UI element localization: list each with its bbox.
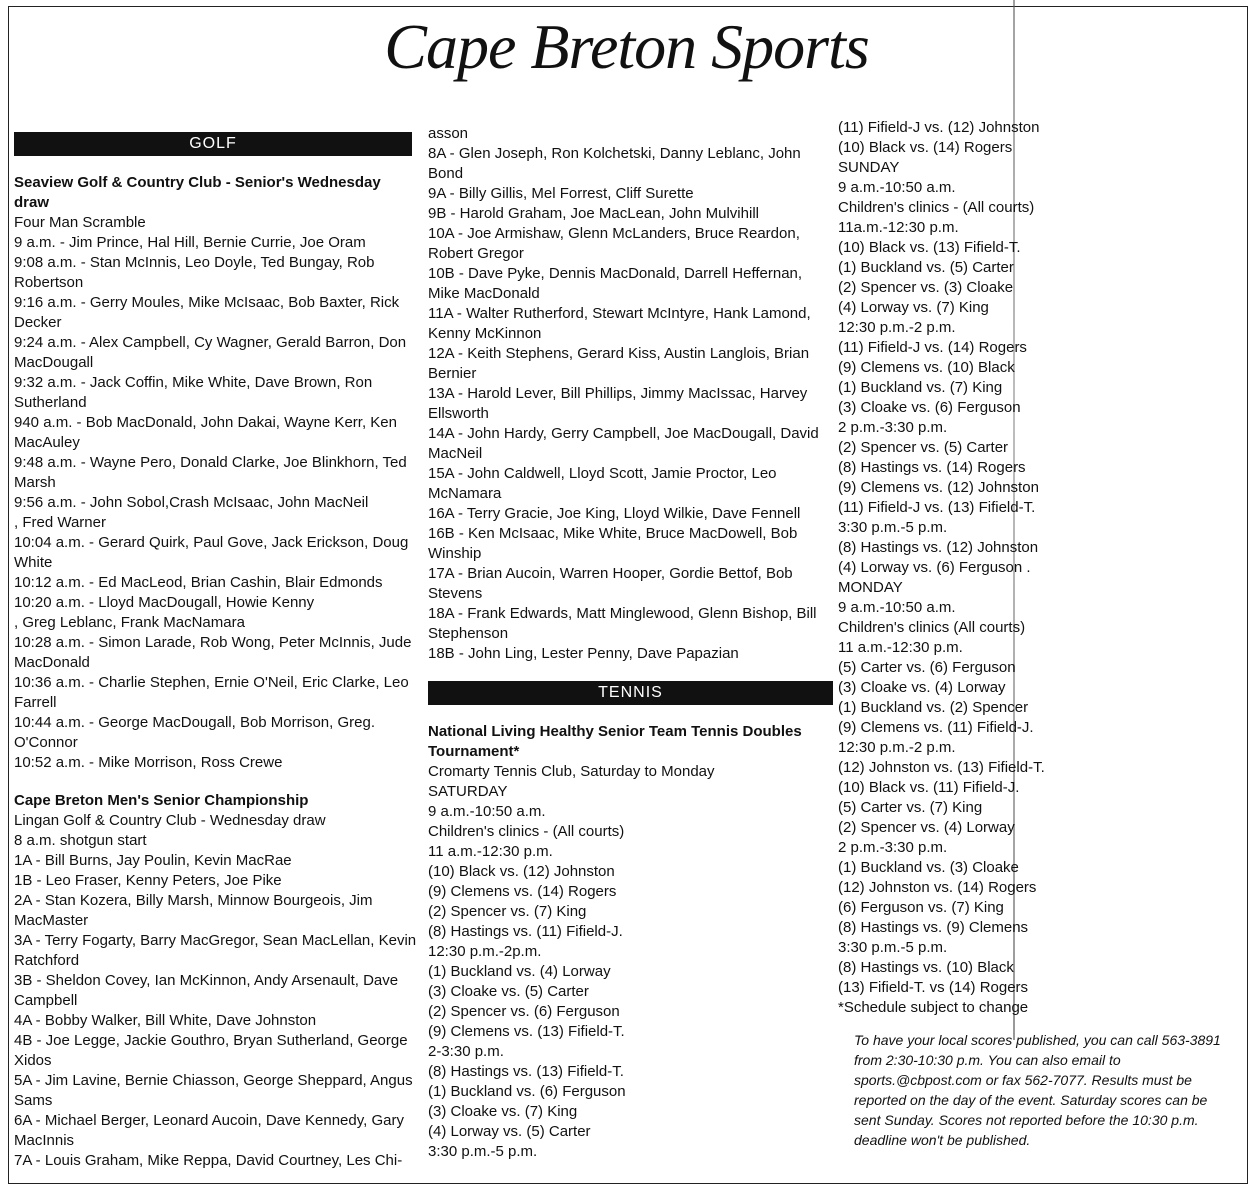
text-line: (3) Cloake vs. (4) Lorway	[838, 679, 1006, 696]
text-line: (9) Clemens vs. (11) Fifield-J.	[838, 719, 1034, 736]
text-line: (1) Buckland vs. (3) Cloake	[838, 859, 1019, 876]
text-line: 9:16 a.m. - Gerry Moules, Mike McIsaac, Bob Baxter, Rick	[14, 294, 400, 311]
text-line: (2) Spencer vs. (6) Ferguson	[428, 1003, 620, 1020]
text-line: 10:04 a.m. - Gerard Quirk, Paul Gove, Jack Erickson, Doug	[14, 534, 409, 551]
text-line: *Schedule subject to change	[838, 999, 1029, 1016]
text-line: 5A - Jim Lavine, Bernie Chiasson, George Sheppard, Angus	[14, 1072, 413, 1089]
text-line: 14A - John Hardy, Gerry Campbell, Joe MacDougall, David	[428, 425, 819, 442]
text-line: 8A - Glen Joseph, Ron Kolchetski, Danny Leblanc, John	[428, 145, 801, 162]
page-title: Cape Breton Sports	[384, 11, 869, 82]
text-line: (4) Lorway vs. (7) King	[838, 299, 989, 316]
note-line: sports.@cbpost.com or fax 562-7077. Results must be	[854, 1072, 1192, 1088]
text-line: Children's clinics (All courts)	[838, 619, 1026, 636]
text-line: 9 a.m. - Jim Prince, Hal Hill, Bernie Currie, Joe Oram	[14, 234, 366, 251]
text-line: 18B - John Ling, Lester Penny, Dave Papazian	[428, 645, 739, 662]
text-line: MacDougall	[14, 354, 94, 371]
text-line: 3B - Sheldon Covey, Ian McKinnon, Andy Arsenault, Dave	[14, 972, 399, 989]
text-line: 9 a.m.-10:50 a.m.	[838, 179, 956, 196]
text-line: (10) Black vs. (13) Fifield-T.	[838, 239, 1021, 256]
text-line: National Living Healthy Senior Team Tennis Doubles	[428, 723, 802, 740]
text-line: 9:56 a.m. - John Sobol,Crash McIsaac, John MacNeil	[14, 494, 369, 511]
text-line: 12:30 p.m.-2 p.m.	[838, 319, 956, 336]
text-line: (4) Lorway vs. (6) Ferguson .	[838, 559, 1031, 576]
text-line: 10:36 a.m. - Charlie Stephen, Ernie O'Neil, Eric Clarke, Leo	[14, 674, 409, 691]
text-line: (12) Johnston vs. (14) Rogers	[838, 879, 1037, 896]
text-line: (11) Fifield-J vs. (13) Fifield-T.	[838, 499, 1036, 516]
text-line: (1) Buckland vs. (6) Ferguson	[428, 1083, 626, 1100]
text-line: (12) Johnston vs. (13) Fifield-T.	[838, 759, 1045, 776]
text-line: MacNeil	[428, 445, 483, 462]
text-line: 12A - Keith Stephens, Gerard Kiss, Austin Langlois, Brian	[428, 345, 810, 362]
text-line: Stephenson	[428, 625, 509, 642]
text-line: 9 a.m.-10:50 a.m.	[838, 599, 956, 616]
text-line: Bernier	[428, 365, 477, 382]
text-line: Cromarty Tennis Club, Saturday to Monday	[428, 763, 715, 780]
text-line: 1B - Leo Fraser, Kenny Peters, Joe Pike	[14, 872, 282, 889]
text-line: (10) Black vs. (14) Rogers	[838, 139, 1013, 156]
text-line: 9A - Billy Gillis, Mel Forrest, Cliff Surette	[428, 185, 694, 202]
text-line: (9) Clemens vs. (13) Fifield-T.	[428, 1023, 625, 1040]
text-line: 7A - Louis Graham, Mike Reppa, David Courtney, Les Chi-	[14, 1152, 403, 1169]
text-line: 11 a.m.-12:30 p.m.	[838, 639, 963, 656]
text-line: 18A - Frank Edwards, Matt Minglewood, Glenn Bishop, Bill	[428, 605, 817, 622]
text-line: 12:30 p.m.-2 p.m.	[838, 739, 956, 756]
text-line: Winship	[428, 545, 482, 562]
text-line: 13A - Harold Lever, Bill Phillips, Jimmy MacIssac, Harvey	[428, 385, 808, 402]
text-line: Robert Gregor	[428, 245, 524, 262]
text-line: White	[14, 554, 53, 571]
text-line: (8) Hastings vs. (9) Clemens	[838, 919, 1029, 936]
text-line: (9) Clemens vs. (12) Johnston	[838, 479, 1039, 496]
text-line: 10A - Joe Armishaw, Glenn McLanders, Bruce Reardon,	[428, 225, 800, 242]
text-line: Cape Breton Men's Senior Championship	[14, 792, 309, 809]
text-line: 2A - Stan Kozera, Billy Marsh, Minnow Bourgeois, Jim	[14, 892, 373, 909]
text-line: 12:30 p.m.-2p.m.	[428, 943, 542, 960]
text-line: MacMaster	[14, 912, 89, 929]
text-line: 3A - Terry Fogarty, Barry MacGregor, Sean MacLellan, Kevin	[14, 932, 417, 949]
text-line: 9:24 a.m. - Alex Campbell, Cy Wagner, Gerald Barron, Don	[14, 334, 407, 351]
golf-column-1	[14, 132, 417, 1171]
text-line: MacDonald	[14, 654, 90, 671]
text-line: 11A - Walter Rutherford, Stewart McIntyre, Hank Lamond,	[428, 305, 811, 322]
text-line: 9 a.m.-10:50 a.m.	[428, 803, 546, 820]
text-line: Children's clinics - (All courts)	[428, 823, 625, 840]
text-line: (3) Cloake vs. (7) King	[428, 1103, 578, 1120]
text-line: 10:44 a.m. - George MacDougall, Bob Morrison, Greg.	[14, 714, 375, 731]
text-line: O'Connor	[14, 734, 78, 751]
text-line: Bond	[428, 165, 464, 182]
text-line: 10B - Dave Pyke, Dennis MacDonald, Darrell Heffernan,	[428, 265, 803, 282]
note-line: sent Sunday. Scores not reported before the 10:30 p.m.	[854, 1112, 1199, 1128]
text-line: Kenny McKinnon	[428, 325, 542, 342]
text-line: 2 p.m.-3:30 p.m.	[838, 419, 948, 436]
text-line: (2) Spencer vs. (4) Lorway	[838, 819, 1015, 836]
golf-draw-list	[14, 173, 417, 1171]
text-line: 9:32 a.m. - Jack Coffin, Mike White, Dave Brown, Ron	[14, 374, 373, 391]
text-line: (2) Spencer vs. (3) Cloake	[838, 279, 1014, 296]
text-line: (9) Clemens vs. (14) Rogers	[428, 883, 617, 900]
text-line: (1) Buckland vs. (2) Spencer	[838, 699, 1029, 716]
text-line: Sams	[14, 1092, 53, 1109]
text-line: (8) Hastings vs. (14) Rogers	[838, 459, 1026, 476]
text-line: (4) Lorway vs. (5) Carter	[428, 1123, 591, 1140]
tennis-header: TENNIS	[428, 681, 833, 705]
note-line: reported on the day of the event. Saturday scores can be	[854, 1092, 1208, 1108]
text-line: MacInnis	[14, 1132, 75, 1149]
text-line: MacAuley	[14, 434, 80, 451]
text-line: 10:52 a.m. - Mike Morrison, Ross Crewe	[14, 754, 283, 771]
text-line: 3:30 p.m.-5 p.m.	[838, 939, 948, 956]
text-line: (5) Carter vs. (7) King	[838, 799, 983, 816]
text-line: (11) Fifield-J vs. (12) Johnston	[838, 119, 1040, 136]
text-line: Tournament*	[428, 743, 520, 760]
text-line: draw	[14, 194, 50, 211]
text-line: 3:30 p.m.-5 p.m.	[428, 1143, 538, 1160]
text-line: , Greg Leblanc, Frank MacNamara	[14, 614, 245, 631]
tennis-schedule-continued	[838, 118, 1045, 1018]
note-line: from 2:30-10:30 p.m. You can also email to	[854, 1052, 1121, 1068]
text-line: SATURDAY	[428, 783, 508, 800]
golf-column-2	[428, 124, 833, 1162]
text-line: (9) Clemens vs. (10) Black	[838, 359, 1015, 376]
scores-note	[854, 1030, 1239, 1150]
text-line: Xidos	[14, 1052, 52, 1069]
text-line: Farrell	[14, 694, 57, 711]
text-line: (1) Buckland vs. (7) King	[838, 379, 1003, 396]
text-line: Ellsworth	[428, 405, 489, 422]
text-line: Stevens	[428, 585, 483, 602]
text-line: (3) Cloake vs. (5) Carter	[428, 983, 589, 1000]
text-line: (1) Buckland vs. (5) Carter	[838, 259, 1014, 276]
text-line: 16A - Terry Gracie, Joe King, Lloyd Wilkie, Dave Fennell	[428, 505, 801, 522]
text-line: (5) Carter vs. (6) Ferguson	[838, 659, 1016, 676]
text-line: 11 a.m.-12:30 p.m.	[428, 843, 553, 860]
text-line: 10:28 a.m. - Simon Larade, Rob Wong, Peter McInnis, Jude	[14, 634, 412, 651]
text-line: Decker	[14, 314, 62, 331]
text-line: (8) Hastings vs. (12) Johnston	[838, 539, 1039, 556]
text-line: Lingan Golf & Country Club - Wednesday draw	[14, 812, 326, 829]
text-line: (2) Spencer vs. (5) Carter	[838, 439, 1009, 456]
text-line: (1) Buckland vs. (4) Lorway	[428, 963, 611, 980]
text-line: 9:08 a.m. - Stan McInnis, Leo Doyle, Ted Bungay, Rob	[14, 254, 375, 271]
text-line: 2-3:30 p.m.	[428, 1043, 504, 1060]
text-line: (13) Fifield-T. vs (14) Rogers	[838, 979, 1029, 996]
text-line: (6) Ferguson vs. (7) King	[838, 899, 1004, 916]
text-line: 11a.m.-12:30 p.m.	[838, 219, 959, 236]
text-line: (3) Cloake vs. (6) Ferguson	[838, 399, 1021, 416]
text-line: 3:30 p.m.-5 p.m.	[838, 519, 948, 536]
note-line: deadline won't be published.	[854, 1132, 1031, 1148]
text-line: 9B - Harold Graham, Joe MacLean, John Mulvihill	[428, 205, 759, 222]
text-line: 17A - Brian Aucoin, Warren Hooper, Gordie Bettof, Bob	[428, 565, 793, 582]
text-line: (10) Black vs. (11) Fifield-J.	[838, 779, 1020, 796]
note-line: To have your local scores published, you can call 563-3891	[854, 1032, 1221, 1048]
text-line: McNamara	[428, 485, 502, 502]
text-line: 4B - Joe Legge, Jackie Gouthro, Bryan Sutherland, George	[14, 1032, 408, 1049]
text-line: 10:12 a.m. - Ed MacLeod, Brian Cashin, Blair Edmonds	[14, 574, 383, 591]
tennis-column-3	[838, 118, 1045, 1018]
text-line: (2) Spencer vs. (7) King	[428, 903, 587, 920]
text-line: Sutherland	[14, 394, 87, 411]
text-line: Four Man Scramble	[14, 214, 146, 231]
text-line: 1A - Bill Burns, Jay Poulin, Kevin MacRae	[14, 852, 292, 869]
text-line: Mike MacDonald	[428, 285, 540, 302]
text-line: 940 a.m. - Bob MacDonald, John Dakai, Wayne Kerr, Ken	[14, 414, 397, 431]
text-line: Children's clinics - (All courts)	[838, 199, 1035, 216]
text-line: 8 a.m. shotgun start	[14, 832, 147, 849]
text-line: Ratchford	[14, 952, 80, 969]
tennis-schedule	[428, 722, 833, 1162]
text-line: 15A - John Caldwell, Lloyd Scott, Jamie Proctor, Leo	[428, 465, 777, 482]
text-line: 4A - Bobby Walker, Bill White, Dave Johnston	[14, 1012, 317, 1029]
text-line: (10) Black vs. (12) Johnston	[428, 863, 615, 880]
text-line: 10:20 a.m. - Lloyd MacDougall, Howie Kenny	[14, 594, 315, 611]
text-line: Seaview Golf & Country Club - Senior's Wednesday	[14, 174, 381, 191]
text-line: Marsh	[14, 474, 56, 491]
text-line: SUNDAY	[838, 159, 900, 176]
text-line: Robertson	[14, 274, 84, 291]
text-line: MONDAY	[838, 579, 903, 596]
text-line: asson	[428, 125, 469, 142]
golf-header: GOLF	[14, 132, 412, 156]
spacer	[14, 773, 412, 791]
text-line: (8) Hastings vs. (10) Black	[838, 959, 1014, 976]
text-line: (8) Hastings vs. (11) Fifield-J.	[428, 923, 623, 940]
text-line: 2 p.m.-3:30 p.m.	[838, 839, 948, 856]
text-line: (8) Hastings vs. (13) Fifield-T.	[428, 1063, 624, 1080]
text-line: (11) Fifield-J vs. (14) Rogers	[838, 339, 1027, 356]
text-line: , Fred Warner	[14, 514, 106, 531]
text-line: 6A - Michael Berger, Leonard Aucoin, Dave Kennedy, Gary	[14, 1112, 404, 1129]
text-line: 9:48 a.m. - Wayne Pero, Donald Clarke, Joe Blinkhorn, Ted	[14, 454, 407, 471]
text-line: Campbell	[14, 992, 78, 1009]
golf-draw-list-continued	[428, 124, 833, 664]
text-line: 16B - Ken McIsaac, Mike White, Bruce MacDowell, Bob	[428, 525, 798, 542]
